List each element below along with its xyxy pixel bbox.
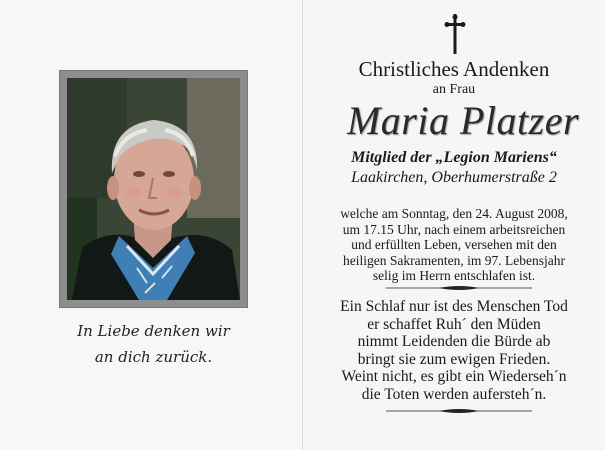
obituary-line: welche am Sonntag, den 24. August 2008, <box>340 206 568 221</box>
poem-line: nimmt Leidenden die Bürde ab <box>357 333 551 350</box>
poem-line: die Toten werden aufersteh´n. <box>361 385 547 403</box>
portrait-photo <box>67 78 240 300</box>
portrait-frame <box>60 71 247 307</box>
left-panel <box>0 0 302 450</box>
obituary-line: um 17.15 Uhr, nach einem arbeitsreichen <box>342 221 566 237</box>
caption-line-1: In Liebe denken wir <box>77 322 230 340</box>
ornament-divider <box>384 407 534 415</box>
poem-line: Ein Schlaf nur ist des Menschen Tod <box>340 298 568 315</box>
obituary-text <box>303 206 605 284</box>
obituary-line: selig im Herrn entschlafen ist. <box>372 268 536 283</box>
address: Laakirchen, Oberhumerstraße 2 <box>351 169 557 186</box>
deceased-name: Maria Platzer <box>346 98 580 143</box>
poem-line: bringt sie zum ewigen Frieden. <box>357 350 551 368</box>
caption-line-2: an dich zurück. <box>94 348 213 366</box>
ornament-divider <box>384 284 534 292</box>
caption <box>60 318 247 370</box>
salutation: an Frau <box>432 82 476 97</box>
latin-cross-icon <box>444 14 466 54</box>
membership: Mitglied der „Legion Mariens“ <box>351 149 557 166</box>
poem-line: Weint nicht, es gibt ein Wiederseh´n <box>341 368 567 385</box>
poem <box>303 298 605 403</box>
poem-line: er schaffet Ruh´ den Müden <box>367 315 541 333</box>
obituary-line: heiligen Sakramenten, im 97. Lebensjahr <box>343 252 565 268</box>
card-heading: Christliches Andenken <box>358 57 550 81</box>
obituary-line: und erfüllten Leben, versehen mit den <box>351 237 557 252</box>
